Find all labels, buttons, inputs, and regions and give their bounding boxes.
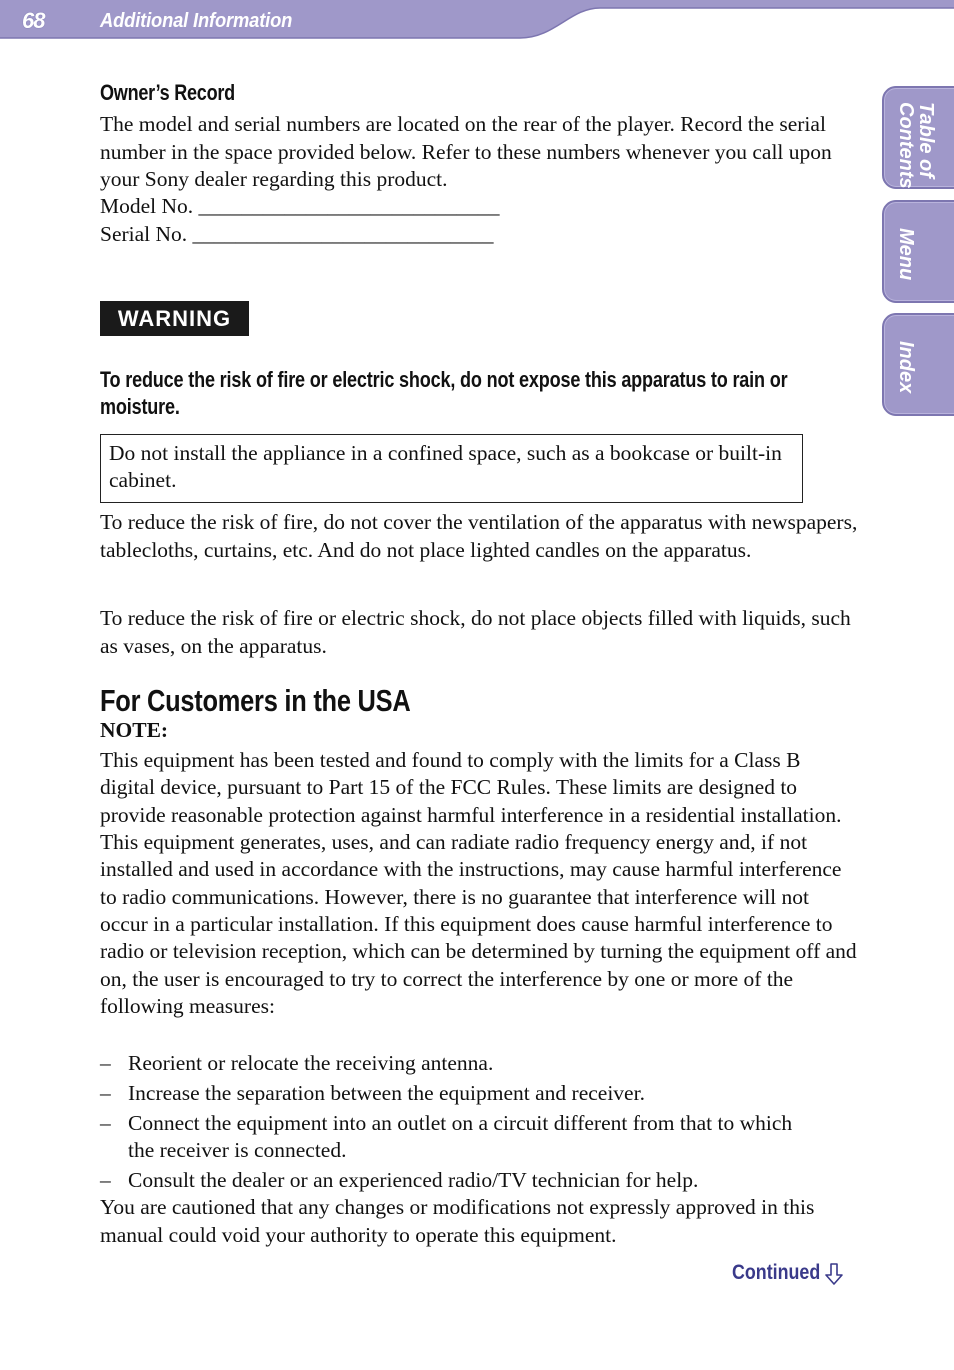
page-number: 68 — [22, 8, 45, 33]
list-dash: – — [100, 1168, 111, 1192]
warning-paragraph-liquids: To reduce the risk of fire or electric shock, do not place objects filled with liquids, such as vases, on the apparatus. — [100, 606, 851, 658]
serial-number-line: Serial No. ____________________________ — [100, 222, 494, 246]
tab-index[interactable] — [882, 313, 954, 416]
tab-table-of-contents[interactable] — [882, 86, 954, 189]
fcc-caution-text: You are cautioned that any changes or modifications not expressly approved in this manual could void your authority to operate this equipment. — [100, 1195, 815, 1247]
list-item-text: Reorient or relocate the receiving antenna. — [128, 1051, 494, 1075]
tab-menu-label: Menu — [895, 228, 917, 281]
owners-record-heading: Owner’s Record — [100, 80, 235, 105]
warning-paragraph-ventilation: To reduce the risk of fire, do not cover the ventilation of the apparatus with newspapers, tablecloths, curtains, etc. And do not place lighted candles on the apparatus. — [100, 510, 858, 562]
continued-link[interactable]: Continued — [732, 1261, 821, 1284]
fcc-body-text: This equipment has been tested and found to comply with the limits for a Class B digital device, pursuant to Part 15 of the FCC Rules. These limits are designed to provide reasonable protection against harmful interference in a residential installation. This equipment generates, uses, and can radiate radio frequency energy and, if not installed and used in accordance with the instructions, may cause harmful interference to radio communications. However, there is no guarantee that interference will not occur in a particular installation. If this equipment does cause harmful interference to radio or television reception, which can be determined by turning the equipment off and on, the user is encouraged to try to correct the interference by one or more of the following measures: — [100, 748, 857, 1019]
list-dash: – — [100, 1111, 111, 1135]
tab-index-label: Index — [895, 341, 917, 394]
list-dash: – — [100, 1081, 111, 1105]
list-dash: – — [100, 1051, 111, 1075]
warning-boxed-note: Do not install the appliance in a confined space, such as a bookcase or built-in cabinet. — [100, 434, 803, 503]
list-item-text: Increase the separation between the equipment and receiver. — [128, 1081, 645, 1105]
tab-table-of-contents-label: Table of Contents — [895, 102, 937, 189]
list-item-text: Connect the equipment into an outlet on a circuit different from that to which the receiver is connected. — [128, 1111, 793, 1162]
down-arrow-icon — [824, 1262, 844, 1286]
model-number-line: Model No. ____________________________ — [100, 194, 500, 218]
usa-heading: For Customers in the USA — [100, 683, 411, 718]
note-label: NOTE: — [100, 718, 169, 742]
warning-badge: WARNING — [100, 301, 249, 336]
list-item-text: Consult the dealer or an experienced radio/TV technician for help. — [128, 1168, 699, 1192]
tab-menu[interactable] — [882, 200, 954, 303]
owners-record-text: The model and serial numbers are located on the rear of the player. Record the serial number in the space provided below. Refer to these numbers whenever you call upon your Sony dealer regarding this product. — [100, 112, 832, 191]
warning-heading: To reduce the risk of fire or electric shock, do not expose this apparatus to rain or moisture. — [100, 367, 788, 419]
section-title: Additional Information — [100, 10, 293, 32]
